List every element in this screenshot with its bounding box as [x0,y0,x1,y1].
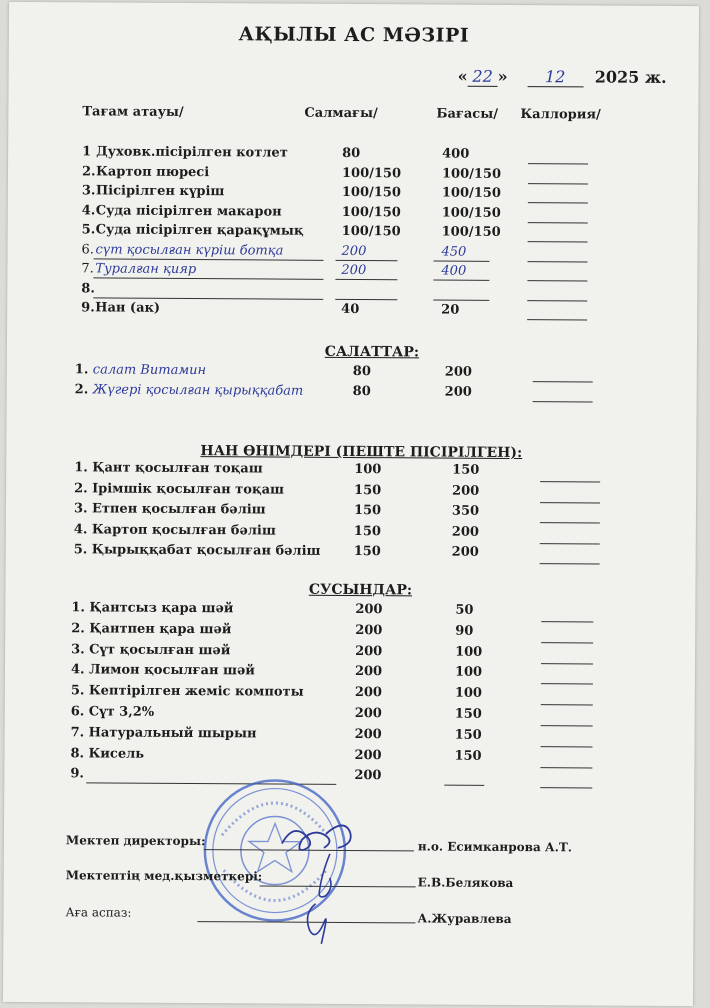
document-title: АҚЫЛЫ АС МӘЗІРІ [238,23,470,47]
item-number: 3. [81,183,96,199]
item-number: 2. [74,480,88,496]
calorie-blank [541,684,593,685]
item-price: 150 [454,706,482,722]
item-weight: 200 [341,262,367,279]
item-name: Сүт қосылған шәй [89,641,231,658]
menu-item-row [81,183,225,200]
director-name: н.о. Есимканрова А.Т. [417,839,573,855]
calorie-blank [541,704,593,705]
item-weight: 100 [354,462,382,478]
item-number: 5. [73,542,88,558]
menu-item-row [81,241,284,259]
item-number: 8. [81,280,95,296]
item-name: Жүгері қосылған қырыққабат [92,382,304,399]
calorie-blank [533,381,593,382]
header-price: Бағасы/ [436,106,499,122]
date-month-field [527,67,583,87]
drink-row [70,745,145,762]
item-price: 150 [454,748,482,764]
item-name: Қантсыз қара шәй [89,600,234,617]
item-name: Қырыққабат қосылған бәліш [91,542,321,559]
calorie-blank [528,183,588,184]
fill-in-line [444,785,484,786]
item-name: Қант қосылған тоқаш [92,460,263,477]
date-day: 22 [472,66,493,86]
item-number: 1. [74,460,88,476]
item-weight: 150 [354,482,382,498]
item-number: 7. [81,261,94,277]
item-weight: 100/150 [341,223,401,240]
drink-row [71,621,232,638]
item-number: 1 [82,144,92,160]
item-price: 100 [454,685,483,701]
calorie-blank [541,746,593,747]
item-weight: 200 [341,243,367,259]
item-price: 200 [451,524,480,540]
drink-row [71,600,234,617]
menu-item-row [81,222,304,239]
calorie-blank [528,241,588,242]
item-weight: 200 [354,726,382,742]
item-name: Суда пісірілген макарон [95,202,282,220]
fill-in-line [335,279,397,280]
salad-row [74,382,304,399]
drink-row [70,683,304,700]
item-price: 100/150 [441,185,501,201]
item-name: салат Витамин [92,362,207,379]
item-price: 20 [441,302,460,318]
item-price: 350 [451,503,480,519]
item-weight: 100/150 [341,184,401,201]
item-number: 7. [70,725,85,741]
calorie-blank [541,621,593,622]
item-price: 100/150 [441,166,502,182]
salads-title: САЛАТТАР: [324,343,420,361]
menu-item-row [81,163,210,180]
item-weight: 200 [354,664,383,680]
nurse-label: Мектептің мед.қызметкері: [65,868,263,884]
item-name: Ірімшік қосылған тоқаш [92,480,285,498]
fill-in-line [335,298,397,299]
item-weight: 200 [354,706,382,722]
item-name: Духовк.пісірілген котлет [96,144,288,161]
item-number: 5. [70,683,85,699]
calorie-blank [528,163,588,164]
item-number: 1. [74,362,89,378]
item-price: 90 [455,623,474,639]
item-name: Туралған қияр [95,261,197,278]
fill-in-line [433,279,489,280]
calorie-blank [541,642,593,643]
item-number: 4. [81,202,96,218]
item-price: 450 [441,244,467,260]
drink-row [70,704,155,720]
chef-label: Аға аспаз: [65,905,132,920]
bakery-row [73,521,276,539]
menu-item-row [82,144,288,161]
drink-row [70,725,257,742]
item-weight: 200 [355,643,383,659]
fill-in-line [93,277,323,279]
calorie-blank [541,663,593,664]
item-number: 1. [71,600,85,616]
bakery-title: НАН ӨНІМДЕРІ (ПЕШТЕ ПІСІРІЛГЕН): [200,443,523,462]
item-name: Кептірілген жеміс компоты [88,683,304,700]
bakery-row [73,501,266,518]
item-number: 9. [70,766,84,782]
item-price: 400 [441,263,467,279]
item-name: Натуральный шырын [88,725,257,742]
calorie-blank [528,222,588,223]
item-weight: 200 [354,685,383,701]
calorie-blank [541,725,593,726]
item-price: 200 [451,544,479,560]
item-number: 8. [70,745,85,761]
item-price: 150 [452,462,480,478]
nurse-name: Е.В.Белякова [417,875,514,890]
item-number: 4. [70,662,85,678]
item-name: Кисель [88,745,145,762]
fill-in-line [93,258,323,260]
item-price: 100 [455,644,483,660]
drink-row [70,662,255,679]
fill-in-line [335,259,397,260]
calorie-blank [527,280,587,281]
fill-in-line [433,299,489,300]
salad-row [74,362,207,379]
bakery-row [74,480,285,498]
item-number: 3. [73,501,88,517]
header-calories: Каллория/ [520,107,601,123]
calorie-blank [540,543,600,544]
menu-item-row [81,261,197,278]
item-weight: 150 [353,544,381,560]
date-month: 12 [544,67,566,87]
calorie-blank [540,563,600,564]
calorie-blank [540,502,600,503]
item-number: 9. [81,300,95,316]
calorie-blank [527,261,587,262]
item-price: 200 [452,483,480,499]
item-weight: 150 [353,503,382,519]
chef-name: А.Журавлева [417,911,512,926]
drink-row [70,767,84,782]
item-number: 4. [73,521,88,537]
date-year: 2025 ж. [594,67,667,87]
item-number: 3. [71,641,85,657]
item-price: 400 [442,146,470,162]
item-number: 6. [81,241,95,257]
item-weight: 40 [341,301,360,318]
bakery-row [74,460,263,477]
fill-in-line [433,260,489,261]
calorie-blank [527,300,587,301]
menu-item-row [81,300,161,316]
item-number: 2. [74,382,89,398]
item-number: 6. [70,704,85,720]
calorie-blank [540,767,592,768]
handwritten-signature [273,804,364,955]
item-name: сүт қосылған күріш ботқа [95,241,284,259]
date-day-field [468,67,498,87]
menu-document [3,2,699,1006]
calorie-blank [540,788,592,789]
director-label: Мектеп директоры: [65,833,206,849]
calorie-blank [528,202,588,203]
item-weight: 200 [354,768,382,784]
item-weight: 200 [355,602,383,618]
item-price: 200 [444,364,472,380]
item-name: Сүт 3,2% [88,704,155,720]
bakery-row [73,542,321,559]
item-name: Суда пісірілген қарақұмық [95,222,304,239]
menu-item-row [81,281,95,296]
calorie-blank [533,401,593,402]
drinks-title: СУСЫНДАР: [308,581,413,599]
item-number: 2. [81,163,96,179]
date-open-quote: « [457,66,468,86]
calorie-blank [540,481,600,482]
item-weight: 100/150 [341,165,402,181]
drink-row [71,641,231,658]
item-weight: 100/150 [341,204,401,220]
item-weight: 80 [352,384,371,400]
item-name: Етпен қосылған бәліш [91,501,266,518]
item-name: Қантпен қара шәй [89,621,232,638]
header-weight: Салмағы/ [304,105,378,122]
item-weight: 200 [355,622,383,638]
item-name: Лимон қосылған шәй [88,662,255,679]
menu-item-row [81,202,282,220]
item-price: 150 [454,727,482,743]
item-price: 100/150 [441,224,501,240]
item-name: Нан (ак) [95,300,161,316]
item-price: 50 [455,602,474,618]
calorie-blank [540,522,600,523]
item-price: 200 [444,384,472,400]
item-price: 100 [454,665,483,681]
item-name: Картоп пюресі [95,163,210,180]
date-close-quote: » [497,66,508,86]
item-weight: 200 [354,747,382,763]
calorie-blank [527,319,587,320]
item-weight: 150 [353,523,382,539]
header-name: Тағам атауы/ [82,104,184,120]
item-price: 100/150 [441,205,501,221]
item-name: Пісірілген күріш [95,183,225,200]
date-line [458,67,667,88]
item-number: 5. [81,222,96,238]
item-weight: 80 [342,145,361,162]
item-number: 2. [71,621,85,637]
fill-in-line [93,297,323,299]
item-weight: 80 [352,364,371,380]
item-name: Картоп қосылған бәліш [91,521,276,539]
